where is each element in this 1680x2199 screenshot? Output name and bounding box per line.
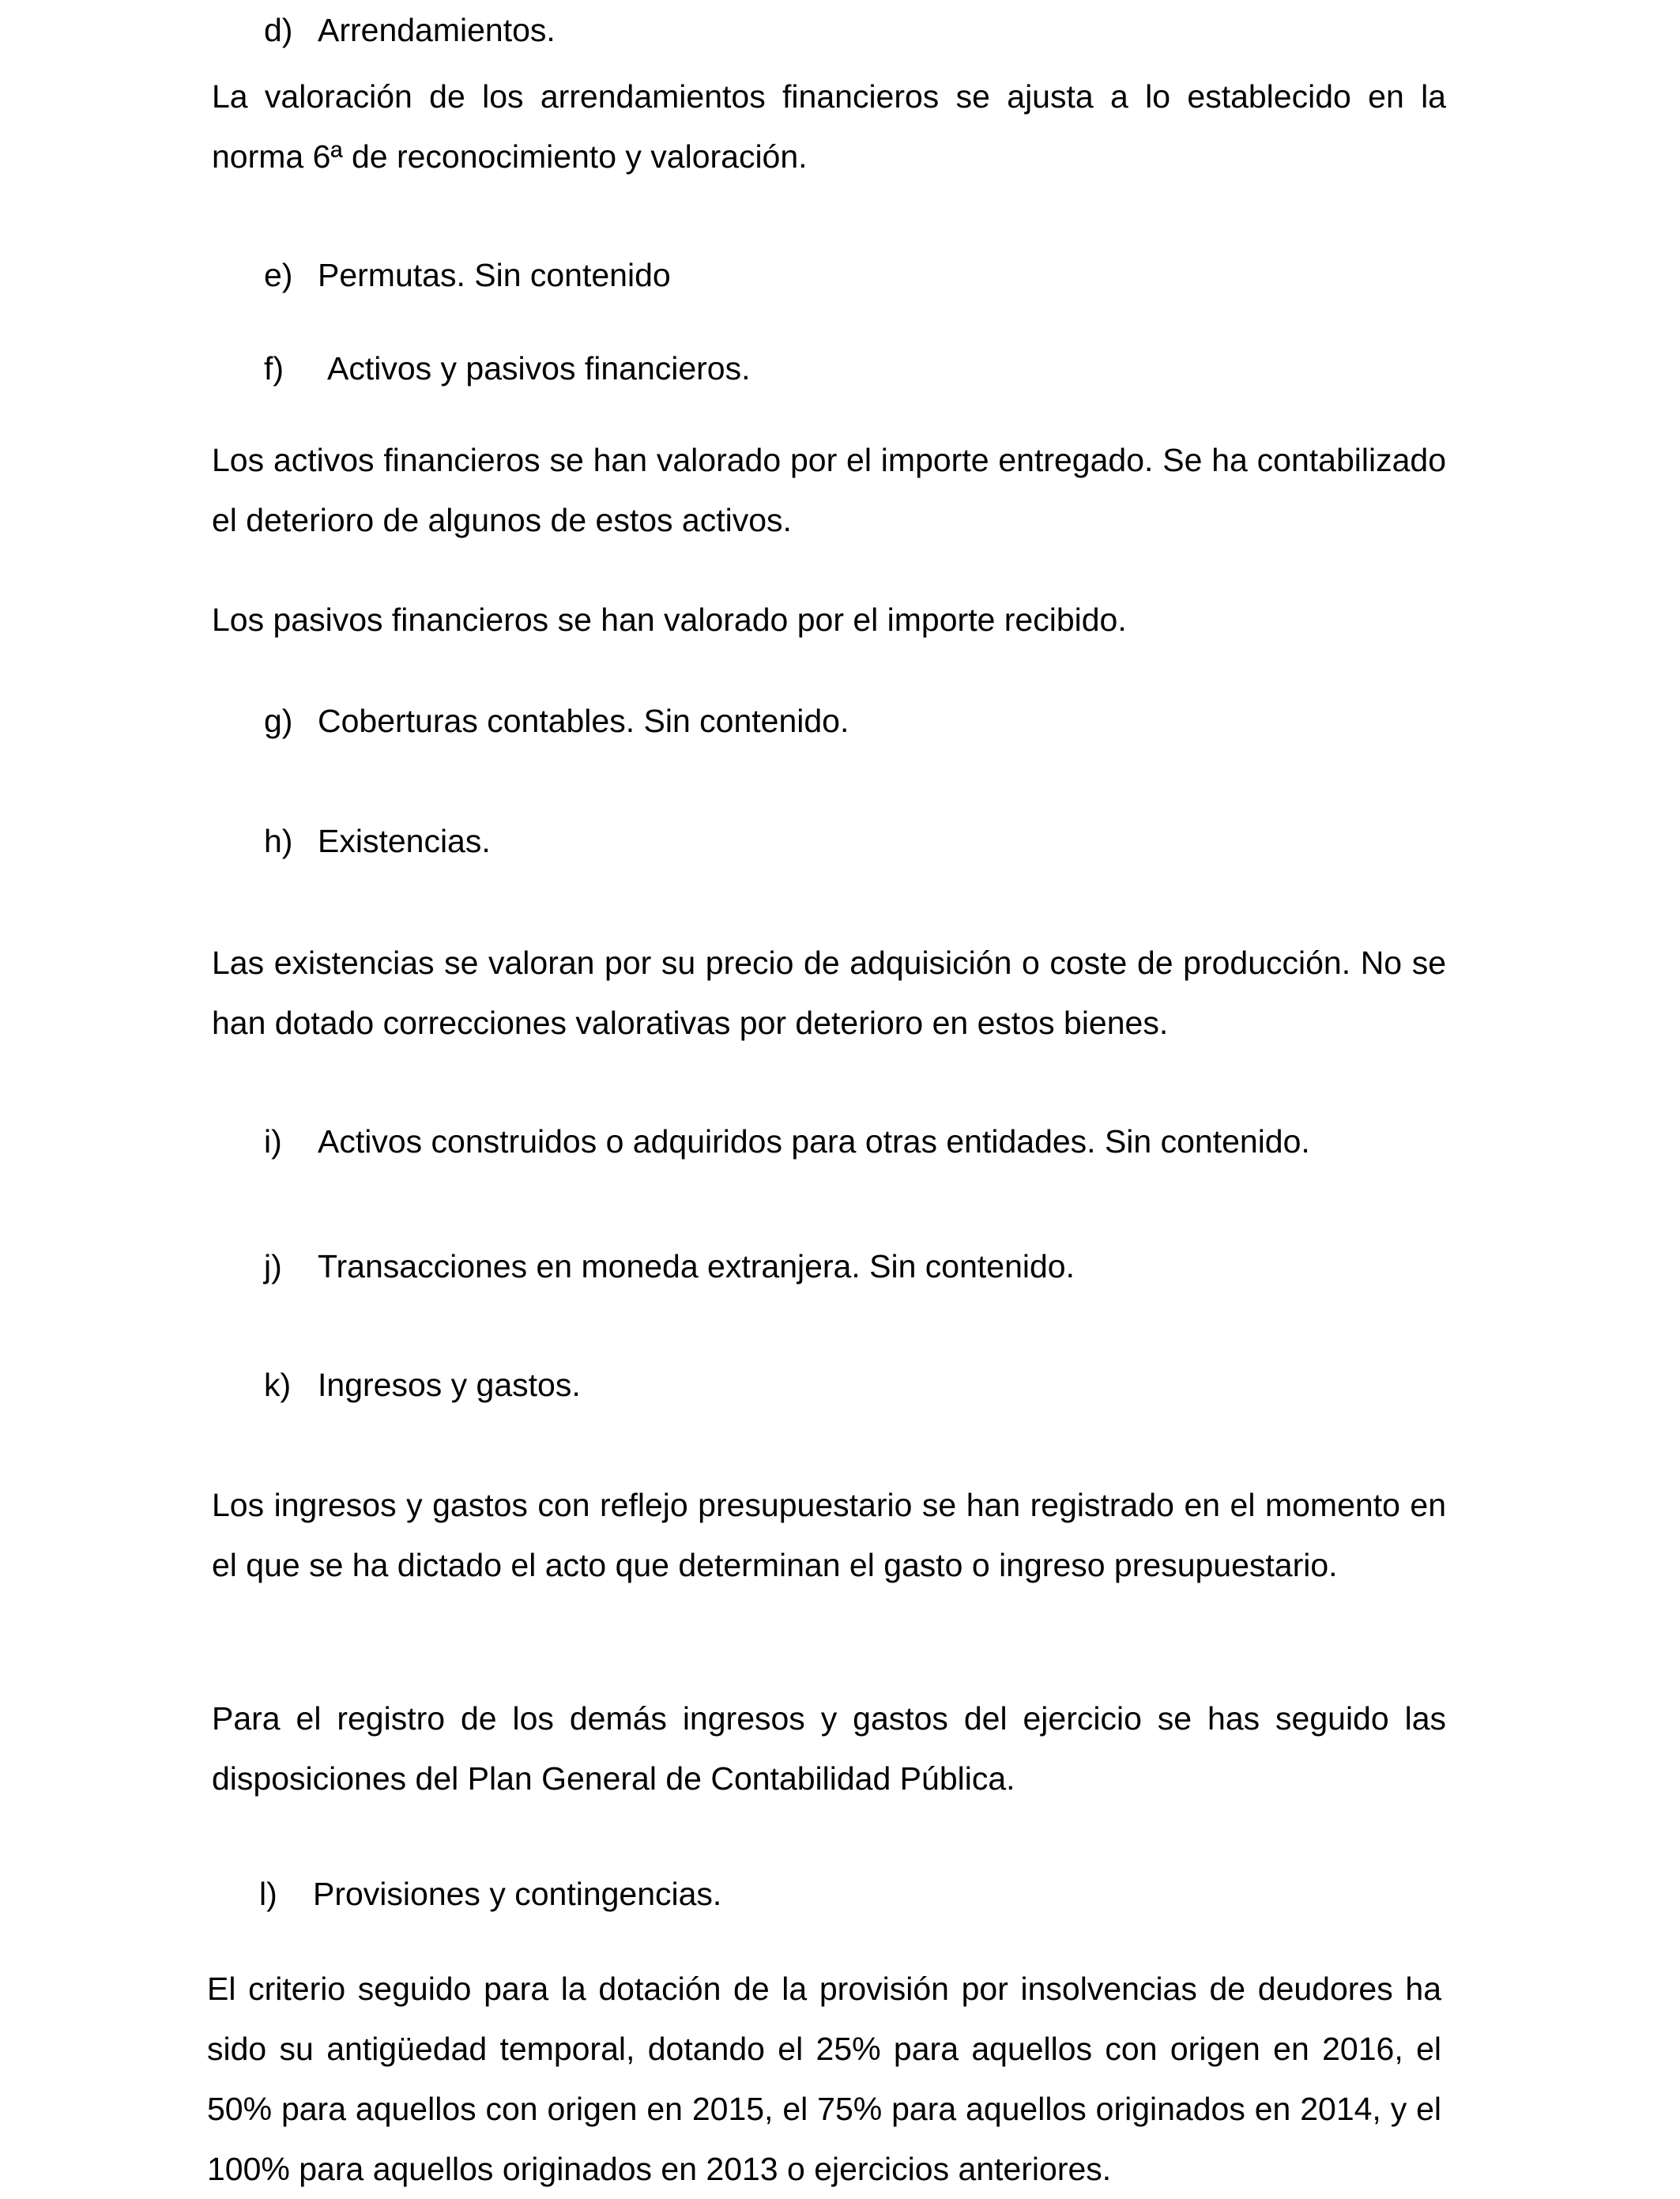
section-l-heading <box>259 1875 721 1913</box>
section-k-paragraph-1: Los ingresos y gastos con reflejo presupuestario se han registrado en el momento en el que se ha dictado el acto que determinan el gasto o ingreso presupuestario. <box>212 1487 1446 1583</box>
section-e-heading <box>264 256 671 294</box>
section-f-paragraph-1: Los activos financieros se han valorado por el importe entregado. Se ha contabilizado el deterioro de algunos de estos activos. <box>212 442 1446 538</box>
section-e-letter: e) <box>264 257 293 293</box>
section-e-title: Permutas. Sin contenido <box>318 257 671 293</box>
section-k-heading <box>264 1366 581 1404</box>
section-k-letter: k) <box>264 1367 292 1403</box>
section-l-letter: l) <box>259 1876 277 1912</box>
section-k-title: Ingresos y gastos. <box>318 1367 581 1403</box>
section-d-letter: d) <box>264 12 293 48</box>
section-g-title: Coberturas contables. Sin contenido. <box>318 703 849 739</box>
section-f-paragraph-2: Los pasivos financieros se han valorado por el importe recibido. <box>212 602 1127 638</box>
section-d-heading <box>264 11 556 49</box>
section-d-paragraph: La valoración de los arrendamientos financieros se ajusta a lo establecido en la norma 6ª de reconocimiento y valoración. <box>212 78 1446 175</box>
section-l-title: Provisiones y contingencias. <box>313 1876 722 1912</box>
section-j-heading <box>264 1247 1075 1285</box>
section-h-letter: h) <box>264 823 293 859</box>
section-i-heading <box>264 1122 1310 1160</box>
section-h-title: Existencias. <box>318 823 491 859</box>
section-g-letter: g) <box>264 703 293 739</box>
section-h-heading <box>264 822 491 860</box>
section-j-letter: j) <box>264 1248 282 1284</box>
section-i-title: Activos construidos o adquiridos para otras entidades. Sin contenido. <box>318 1123 1310 1160</box>
section-i-letter: i) <box>264 1123 282 1160</box>
section-h-paragraph: Las existencias se valoran por su precio de adquisición o coste de producción. No se han dotado correcciones valorativas por deterioro en estos bienes. <box>212 945 1446 1041</box>
section-g-heading <box>264 702 849 740</box>
section-k-paragraph-2: Para el registro de los demás ingresos y gastos del ejercicio se has seguido las disposiciones del Plan General de Contabilidad Pública. <box>212 1700 1446 1797</box>
section-f-letter: f) <box>264 350 284 387</box>
section-l-paragraph: El criterio seguido para la dotación de la provisión por insolvencias de deudores ha sido su antigüedad temporal, dotando el 25% para aquellos con origen en 2016, el 50% para aquellos con origen en 2015, el 75% para aquellos originados en 2014, y el 100% para aquellos originados en 2013 o ejercicios anteriores. <box>207 1971 1441 2187</box>
section-f-title: Activos y pasivos financieros. <box>327 350 751 387</box>
section-f-heading <box>264 349 751 387</box>
section-d-title: Arrendamientos. <box>318 12 556 48</box>
section-j-title: Transacciones en moneda extranjera. Sin contenido. <box>318 1248 1075 1284</box>
